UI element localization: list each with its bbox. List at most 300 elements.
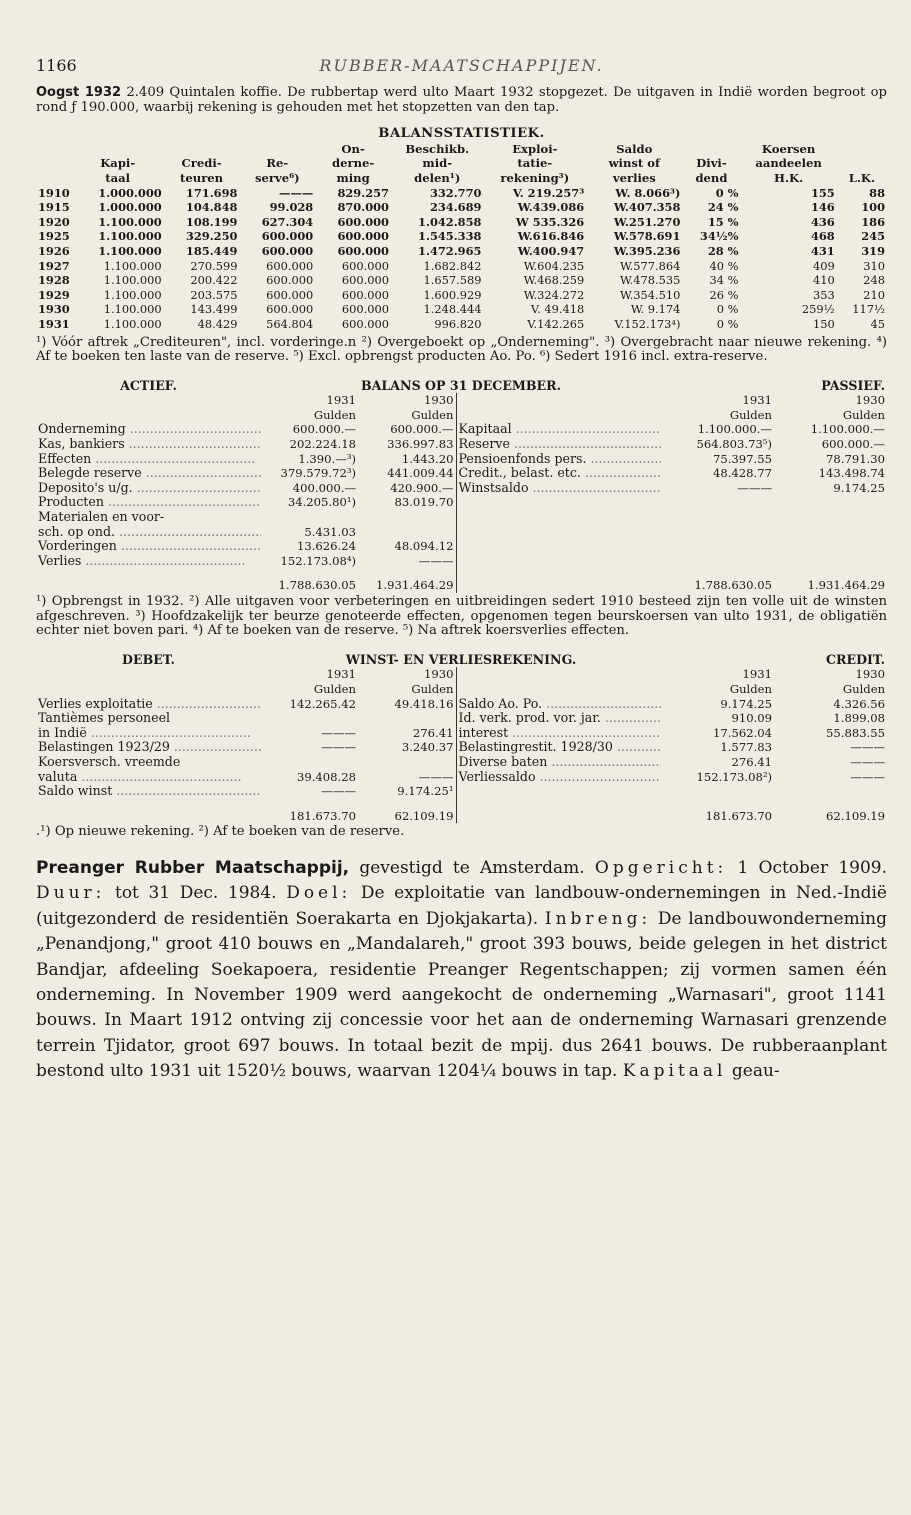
unit-label: Gulden	[313, 407, 356, 422]
account-label: Vorderingen .....	[36, 539, 261, 554]
spacer	[456, 393, 661, 408]
value-cell: 600.000	[341, 273, 389, 288]
year-label: 1930	[855, 393, 886, 408]
amount-cell: 152.173.08²)	[696, 769, 773, 784]
value-cell: 319	[861, 243, 885, 258]
year-cell: 1931	[38, 316, 70, 331]
amount-cell: ———	[850, 740, 886, 755]
year-label: 1930	[423, 667, 454, 682]
spacer	[456, 568, 661, 593]
duration-value: tot 31 Dec. 1984.	[105, 883, 287, 904]
amount-cell: 9.174.25	[720, 696, 773, 711]
amount-cell: 1.100.000.—	[697, 422, 772, 437]
year-cell: 1915	[38, 200, 70, 215]
amount-cell: ———	[321, 725, 356, 740]
year-cell: 1927	[38, 258, 70, 273]
account-label	[456, 539, 661, 554]
spacer	[456, 408, 661, 423]
value-cell: 600.000	[261, 229, 314, 244]
value-cell: 88	[869, 185, 885, 200]
value-cell: W.604.235	[523, 258, 585, 273]
amount-cell: ———	[850, 769, 886, 784]
spacer	[456, 667, 661, 682]
value-cell: 332.770	[429, 185, 482, 200]
table-row	[36, 711, 887, 726]
value-cell: 200.422	[190, 273, 238, 288]
amount-cell	[774, 539, 887, 554]
account-label	[456, 510, 661, 525]
value-cell: 45	[870, 316, 885, 331]
amount-cell	[774, 784, 887, 799]
amount-cell: 600.000.—	[292, 422, 356, 437]
table-row	[36, 770, 887, 785]
value-cell: 353	[812, 287, 835, 302]
header-cell: On-	[341, 141, 365, 156]
account-label: Deposito's u/g. .....	[36, 481, 261, 496]
header-cell: rekening³)	[500, 170, 570, 185]
value-cell: 600.000	[337, 214, 389, 229]
header-cell	[36, 171, 72, 186]
unit-row	[36, 682, 887, 697]
value-cell: W.439.086	[517, 200, 585, 215]
page-number: 1166	[36, 56, 77, 75]
header-cell: teuren	[180, 170, 224, 185]
right-title: PASSIEF.	[821, 378, 886, 393]
value-cell: 600.000	[266, 287, 314, 302]
value-cell: 1.682.842	[423, 258, 482, 273]
amount-cell: 1.443.20	[401, 451, 454, 466]
table-row	[36, 510, 887, 525]
value-cell: 100	[861, 200, 885, 215]
table-row	[36, 288, 887, 303]
header-cell: Koersen	[761, 141, 816, 156]
unit-label: Gulden	[411, 681, 454, 696]
table-row	[36, 525, 887, 540]
value-cell: 146	[810, 200, 835, 215]
account-label: Reserve .....	[456, 437, 661, 452]
value-cell: 0 %	[716, 316, 739, 331]
balance-sheet-table	[36, 379, 887, 593]
value-cell: 171.698	[185, 185, 238, 200]
amount-cell: ———	[321, 784, 356, 799]
value-cell: V.152.173⁴)	[614, 316, 681, 331]
header-cell: ming	[336, 170, 370, 185]
value-cell: 1.100.000	[98, 214, 162, 229]
amount-cell: 4.326.56	[833, 696, 886, 711]
amount-cell	[261, 755, 358, 770]
founded-value: 1 October 1909.	[727, 857, 887, 878]
total-cell: 62.109.19	[394, 808, 454, 823]
header-row	[36, 171, 887, 186]
amount-cell: 3.240.37	[401, 740, 454, 755]
value-cell: 0 %	[716, 302, 739, 317]
header-cell	[36, 142, 72, 157]
amount-cell	[661, 495, 774, 510]
amount-cell: 276.41	[731, 754, 773, 769]
header-cell: H.K.	[774, 170, 804, 185]
amount-cell	[774, 525, 887, 540]
year-row	[36, 393, 887, 408]
year-label: 1931	[326, 667, 356, 682]
section-title: WINST- EN VERLIESREKENING.	[345, 652, 577, 667]
value-cell: 270.599	[190, 258, 238, 273]
value-cell: 1.100.000	[103, 273, 162, 288]
running-title: RUBBER-MAATSCHAPPIJEN.	[319, 56, 604, 75]
year-row	[36, 667, 887, 682]
spacer	[456, 799, 661, 824]
amount-cell: 48.094.12	[394, 539, 454, 554]
value-cell: 436	[810, 214, 835, 229]
table-row	[36, 539, 887, 554]
value-cell: 108.199	[185, 214, 238, 229]
account-label	[456, 495, 661, 510]
value-cell: W.616.846	[517, 229, 585, 244]
value-cell: 259½	[801, 302, 835, 317]
table-row	[36, 740, 887, 755]
amount-cell: 564.803.73⁵)	[696, 437, 772, 452]
amount-cell: 75.397.55	[712, 451, 772, 466]
year-cell: 1925	[38, 229, 70, 244]
value-cell: 234.689	[429, 200, 482, 215]
amount-cell: 83.019.70	[394, 495, 454, 510]
value-cell: 431	[810, 243, 835, 258]
value-cell: 155	[810, 185, 835, 200]
header-cell: L.K.	[848, 170, 876, 185]
table-row	[36, 215, 887, 230]
amount-cell: 441.009.44	[387, 466, 454, 481]
value-cell: 117½	[852, 302, 885, 317]
value-cell: W.578.691	[613, 229, 681, 244]
intro-text: 2.409 Quintalen koffie. De rubbertap werd ulto Maart 1932 stopgezet. De uitgaven in Indië worden begroot op rond ƒ 190.000, waarbij rekening is gehouden met het stopzetten van den tap.	[36, 85, 887, 115]
header-cell: Credi-	[181, 156, 222, 171]
header-row	[36, 142, 887, 157]
value-cell: 996.820	[434, 316, 482, 331]
table-row	[36, 244, 887, 259]
header-cell: aandeelen	[755, 156, 822, 171]
value-cell: 410	[812, 273, 835, 288]
amount-cell: 9.174.25¹	[397, 784, 454, 799]
value-cell: 1.100.000	[98, 229, 162, 244]
table-row	[36, 755, 887, 770]
amount-cell: ———	[418, 769, 454, 784]
balance-statistics-table	[36, 142, 887, 332]
year-cell: 1910	[38, 185, 70, 200]
value-cell: 150	[812, 316, 835, 331]
value-cell: 24 %	[707, 200, 739, 215]
account-label: Saldo Ao. Po. .....	[456, 697, 661, 712]
header-cell: Beschikb.	[405, 141, 470, 156]
amount-cell	[774, 510, 887, 525]
table-row	[36, 422, 887, 437]
amount-cell: 1.100.000.—	[810, 422, 886, 437]
left-title: ACTIEF.	[120, 378, 177, 393]
header-cell: delen¹)	[414, 170, 461, 185]
value-cell: 1.472.965	[418, 243, 482, 258]
amount-cell: 55.883.55	[826, 725, 886, 740]
amount-cell: 202.224.18	[289, 437, 356, 452]
spacer	[36, 682, 261, 697]
profit-loss-table	[36, 653, 887, 824]
company-name: Preanger Rubber Maatschappij,	[36, 857, 350, 878]
account-label: Kapitaal .....	[456, 422, 661, 437]
value-cell: W.395.236	[613, 243, 681, 258]
amount-cell: 34.205.80¹)	[287, 495, 356, 510]
amount-cell: ———	[850, 754, 886, 769]
purpose-value: De exploitatie van landbouw-ondernemingen in Ned.-Indië (uitgezonderd de residentiën Soerakarta en Djokjakarta).	[36, 883, 887, 929]
value-cell: 1.100.000	[103, 258, 162, 273]
value-cell: 600.000	[341, 302, 389, 317]
account-label: Belastingrestit. 1928/30 .....	[456, 740, 661, 755]
total-cell: 1.788.630.05	[278, 578, 356, 593]
value-cell: V. 49.418	[530, 302, 585, 317]
amount-cell: 400.000.—	[292, 480, 356, 495]
account-label	[456, 554, 661, 569]
amount-cell	[261, 711, 358, 726]
value-cell: 48.429	[197, 316, 238, 331]
amount-cell	[661, 554, 774, 569]
table-row	[36, 302, 887, 317]
section-title: BALANS OP 31 DECEMBER.	[361, 378, 561, 393]
table-row	[36, 200, 887, 215]
table-row	[36, 229, 887, 244]
year-label: 1930	[855, 667, 886, 682]
spacer	[456, 682, 661, 697]
spacer	[36, 667, 261, 682]
year-cell: 1928	[38, 273, 70, 288]
purpose-label: Doel:	[286, 883, 352, 904]
value-cell: 1.100.000	[103, 316, 162, 331]
value-cell: 1.248.444	[423, 302, 482, 317]
value-cell: 99.028	[269, 200, 314, 215]
unit-label: Gulden	[729, 407, 772, 422]
header-cell	[682, 142, 740, 157]
amount-cell: 420.900.—	[390, 480, 454, 495]
header-cell: Kapi-	[100, 156, 136, 171]
value-cell: 600.000	[341, 258, 389, 273]
amount-cell: 5.431.03	[304, 524, 356, 539]
capital-label: Kapitaal	[622, 1061, 727, 1082]
amount-cell	[261, 510, 358, 525]
balance-statistics-title: BALANSSTATISTIEK.	[378, 126, 545, 142]
amount-cell	[358, 755, 456, 770]
header-cell: Saldo	[616, 141, 653, 156]
value-cell: 870.000	[337, 200, 389, 215]
unit-label: Gulden	[842, 407, 886, 422]
value-cell: 210	[863, 287, 885, 302]
amount-cell	[661, 525, 774, 540]
founded-label: Opgericht:	[594, 857, 728, 878]
value-cell: 245	[861, 229, 885, 244]
harvest-lead: Oogst 1932	[36, 85, 122, 100]
account-label: Id. verk. prod. vor. jar. .....	[456, 711, 661, 726]
value-cell: 1.100.000	[103, 287, 162, 302]
amount-cell: ———	[418, 553, 454, 568]
amount-cell: ———	[737, 480, 772, 495]
value-cell: W.407.358	[613, 200, 681, 215]
capital-value: geau-	[726, 1061, 780, 1082]
left-title: DEBET.	[122, 652, 175, 667]
account-label: interest .....	[456, 726, 661, 741]
account-label: Producten .....	[36, 495, 261, 510]
value-cell: W.468.259	[523, 273, 585, 288]
unit-label: Gulden	[411, 407, 454, 422]
header-cell	[837, 156, 887, 171]
value-cell: 104.848	[185, 200, 238, 215]
account-label: Verlies exploitatie .....	[36, 697, 261, 712]
header-cell	[239, 142, 315, 157]
page-header	[36, 56, 887, 86]
value-cell: 1.600.929	[423, 287, 482, 302]
year-cell: 1920	[38, 214, 70, 229]
value-cell: W.354.510	[619, 287, 681, 302]
value-cell: 186	[861, 214, 885, 229]
account-label: Belegde reserve .....	[36, 466, 261, 481]
header-cell: Divi-	[696, 156, 727, 171]
totals-row	[36, 568, 887, 593]
account-label: Koersversch. vreemde	[38, 754, 181, 769]
title-row	[36, 653, 887, 668]
value-cell: 600.000	[341, 287, 389, 302]
amount-cell: 78.791.30	[826, 451, 886, 466]
amount-cell	[358, 711, 456, 726]
table-row	[36, 317, 887, 332]
value-cell: 1.657.589	[423, 273, 482, 288]
profit-loss-notes: .¹) Op nieuwe rekening. ²) Af te boeken van de reserve.	[36, 824, 405, 840]
header-cell: serve⁶)	[254, 170, 300, 185]
account-label: in Indië .....	[36, 726, 261, 741]
contribution-value: De landbouwonderneming „Penandjong," groot 410 bouws en „Mandalareh," groot 393 bouws, beide gelegen in het district Bandjar, afdeeling Soekapoera, residentie Preanger Regentschappen; zij vormen samen één onderneming. In November 1909 werd aangekocht de onderneming „Warnasari", groot 1141 bouws. In Maart 1912 ontving zij concessie voor het aan de onderneming Warnasari grenzende terrein Tjidator, groot 697 bouws. In totaal bezit de mpij. dus 2641 bouws. De rubberaanplant bestond ulto 1931 uit 1520½ bouws, waarvan 1204¼ bouws in tap.	[36, 908, 888, 1082]
total-cell: 1.788.630.05	[694, 578, 772, 593]
value-cell: 34 %	[709, 273, 739, 288]
amount-cell: 336.997.83	[387, 437, 454, 452]
value-cell: 28 %	[707, 243, 739, 258]
total-cell: 1.931.464.29	[807, 578, 886, 593]
value-cell: V.142.265	[527, 316, 585, 331]
total-cell: 181.673.70	[289, 808, 356, 823]
amount-cell: 9.174.25	[833, 480, 886, 495]
spacer	[36, 568, 261, 593]
value-cell: 600.000	[261, 243, 314, 258]
table-row	[36, 437, 887, 452]
amount-cell	[358, 510, 456, 525]
account-label: Saldo winst .....	[36, 784, 261, 799]
unit-label: Gulden	[842, 681, 886, 696]
year-label: 1931	[742, 667, 773, 682]
header-cell: taal	[105, 170, 131, 185]
value-cell: W.251.270	[613, 214, 681, 229]
spacer	[36, 799, 261, 824]
total-cell: 62.109.19	[826, 808, 886, 823]
header-cell: derne-	[331, 156, 375, 171]
value-cell: V. 219.257³	[512, 185, 585, 200]
amount-cell: 142.265.42	[289, 696, 356, 711]
year-cell: 1930	[38, 302, 70, 317]
value-cell: 1.100.000	[98, 243, 162, 258]
spacer	[36, 408, 261, 423]
value-cell: 600.000	[266, 273, 314, 288]
account-label: Pensioenfonds pers. .....	[456, 452, 661, 467]
value-cell: W.324.272	[523, 287, 585, 302]
contribution-label: Inbreng:	[544, 908, 652, 929]
total-cell: 181.673.70	[705, 808, 773, 823]
value-cell: 600.000	[266, 258, 314, 273]
amount-cell: ———	[321, 740, 356, 755]
value-cell: 600.000	[337, 229, 389, 244]
account-label: Effecten .....	[36, 452, 261, 467]
value-cell: 600.000	[266, 302, 314, 317]
unit-label: Gulden	[313, 681, 356, 696]
value-cell: 600.000	[337, 243, 389, 258]
header-cell: verlies	[612, 170, 656, 185]
value-cell: W.478.535	[619, 273, 681, 288]
value-cell: 468	[810, 229, 835, 244]
amount-cell: 379.579.72³)	[280, 466, 356, 481]
amount-cell	[774, 554, 887, 569]
duration-label: Duur:	[36, 883, 106, 904]
account-label: Belastingen 1923/29 .....	[36, 740, 261, 755]
amount-cell: 17.562.04	[713, 725, 773, 740]
header-cell: Exploi-	[512, 141, 558, 156]
amount-cell: 13.626.24	[296, 539, 356, 554]
value-cell: 185.449	[185, 243, 238, 258]
amount-cell: 152.173.08⁴)	[280, 553, 356, 568]
value-cell: 564.804	[266, 316, 314, 331]
value-cell: W. 9.174	[630, 302, 681, 317]
intro-paragraph	[36, 86, 887, 115]
amount-cell: 39.408.28	[296, 769, 356, 784]
value-cell: 310	[863, 258, 885, 273]
value-cell: 248	[863, 273, 885, 288]
header-cell	[837, 142, 887, 157]
table-row	[36, 452, 887, 467]
header-cell: mid-	[422, 156, 453, 171]
account-label: Winstsaldo .....	[456, 481, 661, 496]
year-label: 1931	[326, 393, 356, 408]
header-cell: dend	[695, 170, 728, 185]
value-cell: W.577.864	[619, 258, 681, 273]
amount-cell	[661, 510, 774, 525]
table-row	[36, 495, 887, 510]
amount-cell	[661, 784, 774, 799]
value-cell: 829.257	[337, 185, 389, 200]
balance-statistics-notes: ¹) Vóór aftrek „Crediteuren", incl. vorderinge.n ²) Overgeboekt op „Onderneming". ³) Overgebracht naar nieuwe rekening. ⁴) Af te boeken ten laste van de reserve. ⁵) Excl. opbrengst producten Ao. Po. ⁶) Sedert 1916 incl. extra-reserve.	[36, 334, 887, 365]
value-cell: 1.000.000	[98, 185, 162, 200]
year-label: 1930	[423, 393, 454, 408]
header-cell: tatie-	[517, 156, 553, 171]
amount-cell: 276.41	[412, 725, 454, 740]
account-label	[456, 525, 661, 540]
value-cell: W 535.326	[515, 214, 585, 229]
value-cell: W. 8.066³)	[615, 185, 681, 200]
amount-cell: 49.418.16	[394, 696, 454, 711]
value-cell: 409	[812, 258, 835, 273]
table-row	[36, 697, 887, 712]
balance-sheet-notes: ¹) Opbrengst in 1932. ²) Alle uitgaven voor verbeteringen en uitbreidingen sedert 1910 besteed zijn ten volle uit de winsten afgeschreven. ³) Hoofdzakelijk ter beurze genoteerde effecten, opgenomen tegen beurskoersen van ulto 1931, de obligatiën echter niet boven pari. ⁴) Af te boeken van de reserve. ⁵) Na aftrek koersverlies effecten.	[36, 594, 887, 639]
account-label: Diverse baten .....	[456, 755, 661, 770]
header-cell	[164, 142, 240, 157]
account-label: Credit., belast. etc. .....	[456, 466, 661, 481]
table-row	[36, 259, 887, 274]
unit-row	[36, 408, 887, 423]
spacer	[36, 393, 261, 408]
value-cell: 143.499	[190, 302, 238, 317]
right-title: CREDIT.	[825, 652, 886, 667]
account-label: Onderneming .....	[36, 422, 261, 437]
header-cell: Re-	[266, 156, 289, 171]
table-row	[36, 273, 887, 288]
value-cell: 0 %	[715, 185, 739, 200]
company-seat: gevestigd te Amsterdam.	[349, 857, 595, 878]
